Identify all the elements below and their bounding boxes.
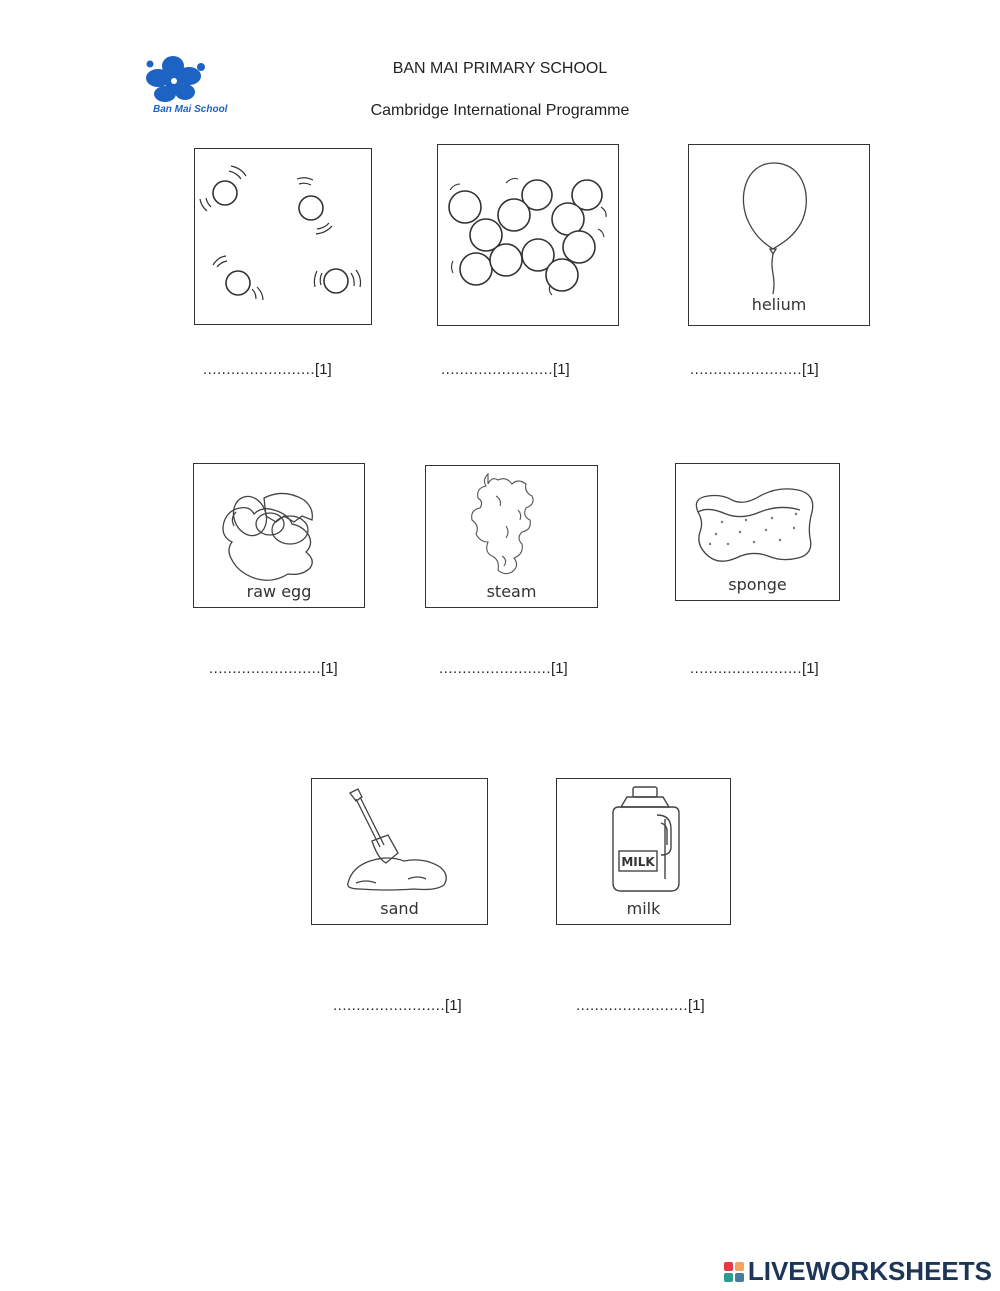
answer-dots: ........................ (333, 997, 446, 1014)
answer-dots: ........................ (441, 361, 554, 378)
moving-particles-picture (195, 149, 371, 324)
caption-sand: sand (380, 899, 419, 918)
answer-dots: ........................ (690, 361, 803, 378)
item-box-raw-egg (193, 463, 365, 608)
marks-label: [1] (802, 660, 819, 677)
answer-line-1[interactable] (203, 361, 332, 378)
item-box-milk (556, 778, 731, 925)
answer-line-7[interactable] (333, 997, 462, 1014)
marks-label: [1] (688, 997, 705, 1014)
answer-line-2[interactable] (441, 361, 570, 378)
answer-dots: ........................ (203, 361, 316, 378)
caption-helium: helium (751, 295, 807, 314)
answer-dots: ........................ (439, 660, 552, 677)
answer-line-4[interactable] (209, 660, 338, 677)
answer-dots: ........................ (209, 660, 322, 677)
answer-line-8[interactable] (576, 997, 705, 1014)
caption-sponge: sponge (728, 575, 787, 594)
answer-line-6[interactable] (690, 660, 819, 677)
answer-dots: ........................ (576, 997, 689, 1014)
marks-label: [1] (802, 361, 819, 378)
item-box-moving-particles (194, 148, 372, 325)
marks-label: [1] (445, 997, 462, 1014)
school-name: BAN MAI PRIMARY SCHOOL (392, 60, 608, 77)
item-box-sponge (675, 463, 840, 601)
caption-raw-egg: raw egg (246, 582, 312, 601)
liveworksheets-brand[interactable] (724, 1256, 992, 1287)
caption-steam: steam (486, 582, 537, 601)
marks-label: [1] (553, 361, 570, 378)
programme-title: Cambridge International Programme (370, 102, 630, 119)
answer-dots: ........................ (690, 660, 803, 677)
answer-line-3[interactable] (690, 361, 819, 378)
item-box-packed-particles (437, 144, 619, 326)
packed-particles-picture (438, 145, 618, 325)
marks-label: [1] (321, 660, 338, 677)
logo-text: Ban Mai School (153, 104, 228, 115)
liveworksheets-logo-icon (724, 1262, 744, 1282)
marks-label: [1] (315, 361, 332, 378)
brand-text: LIVEWORKSHEETS (747, 1256, 992, 1286)
caption-milk: milk (626, 899, 661, 918)
answer-line-5[interactable] (439, 660, 568, 677)
item-box-helium (688, 144, 870, 326)
item-box-steam (425, 465, 598, 608)
item-box-sand (311, 778, 488, 925)
marks-label: [1] (551, 660, 568, 677)
milk-label-text: MILK (621, 855, 655, 869)
